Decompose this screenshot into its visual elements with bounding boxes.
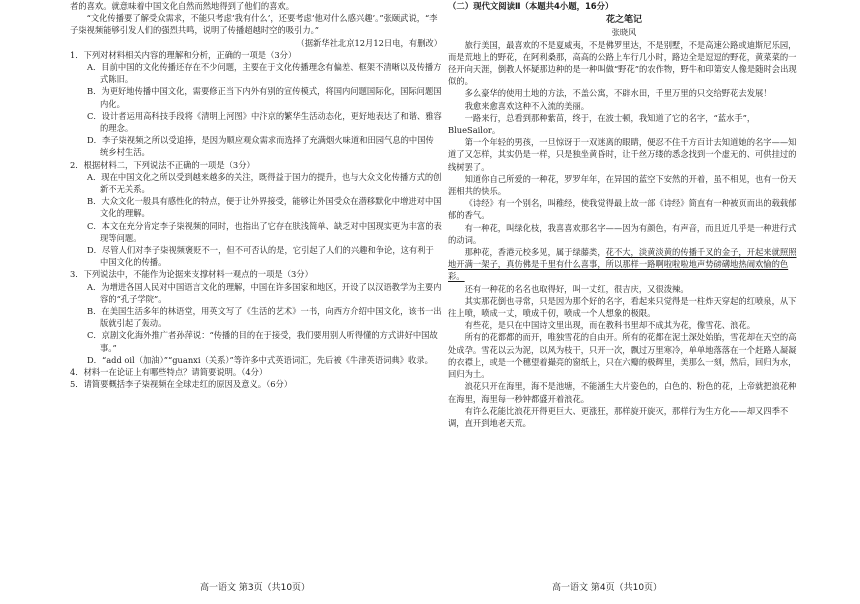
- essay-body: [448, 39, 800, 430]
- essay-paragraph: 我愈来愈喜欢这种不入流的美丽。: [464, 100, 590, 111]
- essay-author: 张晓风: [611, 27, 637, 38]
- essay-paragraph: 知道你自己所爱的一种花，罗罗年年，在异国的蓝空下安然的开着，虽不相见，也有一份天涯相共的快乐。: [448, 173, 797, 197]
- right-page: [448, 0, 800, 429]
- essay-paragraph: 有一种花，叫绿化枝，我喜喜欢那名字——因为有颜色，有声音，而且近几乎是一种进行式的动词。: [448, 222, 797, 245]
- answer-option: B．大众文化一般具有感性化的特点，便于让外界接受，能够让外国受众在潜移默化中增进对中国文化的理解。: [87, 196, 442, 219]
- question-stem: 4．材料一在论证上有哪些特点？请简要说明。（4分）: [70, 367, 268, 378]
- essay-paragraph: 一路来行，总看到那种紫苗，终于，在波士顿，我知道了它的名字，“蓝水手”，BlueSailor。: [448, 112, 756, 136]
- question-stem: 5．请简要概括李子柒视频在全球走红的原因及意义。（6分）: [70, 379, 293, 390]
- answer-option: A．现在中国文化之所以受到越来越多的关注，既得益于国力的提升，也与大众文化传播方式的创新不无关系。: [87, 171, 442, 195]
- essay-paragraph: [448, 246, 800, 283]
- question-stem: 3．下列说法中，不能作为论据来支撑材料一观点的一项是（3分）: [70, 269, 313, 280]
- paragraph-lead: 那种花，香港元校多见，属于绿藤类，: [464, 247, 606, 258]
- answer-option: C．京剧文化海外推广者孙萍说：“传播的目的在于接受，我们要用别人听得懂的方式讲好中国故事。”: [87, 330, 438, 353]
- page-footer-left: 高一语文 第3页（共10页）: [200, 583, 311, 593]
- answer-option: D．尽管人们对李子柒视频褒贬不一，但不可否认的是，它引起了人们的兴趣和争论，这有利于中国文化的传播。: [87, 245, 434, 268]
- essay-paragraph: 还有一种花的名名也取得好，叫一丈红，很吉庆，又很泼辣。: [464, 283, 689, 294]
- answer-option: A．目前中国的文化传播还存在不少问题，主要在于文化传播理念有偏差、框架不清晰以及传播方式陈旧。: [87, 62, 442, 85]
- answer-option: B．为更好地传播中国文化，需要修正当下内外有别的宣传模式，将国内问题国际化，国际问题国内化。: [87, 86, 442, 109]
- essay-paragraph: 有许么花能比浪花开得更巨大、更涨狂，那样旋开旋灭，那样行为生方化——却又四季不调，直开到地老天荒。: [448, 405, 789, 428]
- essay-paragraph: 第一个年轻的男孩，一旦惊讶于一双迷离的眼睛，便忍不住千方百计去知道她的名字——知道了又怎样，其实仍是一样，只是独坐黄昏时，让千丝万缕的悉念找到一个虚无的、可供挂过的线树罢了。: [448, 137, 797, 172]
- answer-option: A．为增进各国人民对中国语言文化的理解，中国在许多国家和地区，开设了以汉语教学为主要内容的“孔子学院”。: [87, 281, 442, 304]
- passage-text: “文化传播要了解受众需求，不能只考虑‘我有什么’，还要考虑‘他对什么感兴趣’。”张颐武说，“李子柒视频能够引发人们的强烈共鸣，说明了传播超越时空的吸引力。”: [70, 13, 438, 36]
- essay-paragraph: 多么豪华的使用土地的方法，不盖公寓，不辟水田，千里万里的只交给野花去发展！: [464, 88, 772, 99]
- passage-text: （据新华社北京12月12日电，有删改）: [296, 37, 442, 48]
- answer-option: D．“add oil（加油）”“guanxi（关系）”等许多中式英语词汇，先后被《牛津英语词典》收录。: [87, 354, 433, 365]
- answer-option: D．李子柒视频之所以受追捧，是因为顺应观众需求而选择了充满烟火味道和田园气息的中国传统乡村生活。: [87, 135, 434, 158]
- passage-text: 者的喜欢。就意味着中国文化自然而然地得到了他们的喜欢。: [70, 1, 295, 11]
- left-page: [70, 0, 442, 391]
- essay-paragraph: 旅行美国，最喜欢的不是夏威夷，不是佛罗里达，不是别墅，不是高速公路或迪斯尼乐园，而是荒地上的野花，在阿利桑那，高高的公路上车行几小时，路边全是逗逗的野花，黄菜菜的一径开向天涯，倒教人怀疑那边种的是一种叫做“野花”的农作物，野牛和印第安人像是随时会出现似的。: [448, 39, 797, 87]
- page-footer-right: 高一语文 第4页（共10页）: [552, 583, 663, 593]
- essay-title: 花之笔记: [605, 15, 642, 26]
- essay-paragraph: 《诗经》有一个别名，叫稚经，使我觉得最上故一部《诗经》简直有一种被页而出的载载郁郁的香气。: [448, 198, 797, 221]
- answer-option: B．在美国生活多年的林语堂，用英文写了《生活的艺术》一书，向西方介绍中国文化，该书一出版就引起了轰动。: [87, 306, 442, 329]
- underlined-sentence: 花不大，淡黄淡黄的传播千叉的金子，开起来就照照地开满一架子，真仿佛是千里有什么喜事，所以那样一路啊啦啦啦地声势磅礴地热闹欢愉的色彩。: [448, 247, 797, 282]
- answer-option: C．设计者运用高科技手段将《清明上河图》中汴京的繁华生活动态化，更好地表达了和谐、雅容的理念。: [87, 110, 442, 134]
- section-heading: （二）现代文阅读Ⅱ（本题共4小题，16分）: [448, 1, 614, 11]
- answer-option: C．本文在充分肯定李子柒视频的同时，也指出了它存在肤浅简单、缺乏对中国现实更为丰富的表现等问题。: [87, 220, 442, 243]
- essay-paragraph: 所有的花都都的而开，唯独雪花的自由开。所有的花都在泥土深处始胎，雪花却在天空的高处成孕。雪花以云为泥，以风为枝干，只开一次，飘过万里寒冷，单单地落落在一个赶路人凝凝的衣襟上，或是一个穗望着撮亮的窗纸上，只在六瓣的极辉里，美那么一刻，然后，回归为水，回归为土。: [448, 332, 797, 380]
- question-stem: 2．根据材料二，下列说法不正确的一项是（3分）: [70, 159, 255, 170]
- essay-paragraph: 浪花只开在海里，海不是池塘，不能涵生大片姿色的，白色的、粉色的花，上帝就把浪花种在海里，海里每一秒钟都盛开着浪花。: [448, 381, 797, 404]
- essay-paragraph: 有些花，是只在中国诗文里出现，而在教科书里却不成其为花，像雪花、浪花。: [464, 320, 755, 331]
- question-stem: 1．下列对材料相关内容的理解和分析，正确的一项是（3分）: [70, 49, 297, 60]
- essay-paragraph: 其实那花倒也寻常，只是因为那个好的名字，看起来只觉得是一柱炸天穿起的红喷泉，从下往上喷，喷成一丈，喷成千仞，喷成一个人想象的极限。: [448, 295, 797, 319]
